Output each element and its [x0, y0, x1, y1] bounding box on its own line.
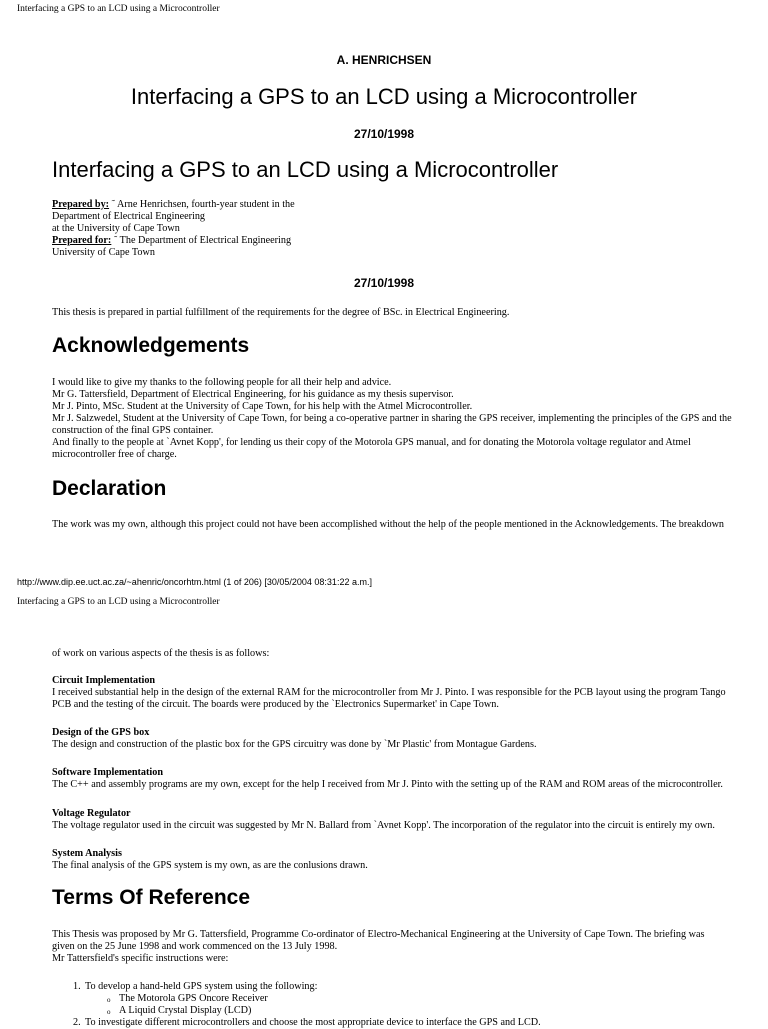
circle-bullet-icon: o [107, 996, 111, 1004]
section-block [52, 848, 732, 872]
tor-paragraph: This Thesis was proposed by Mr G. Tattersfield, Programme Co-ordinator of Electro-Mechanical Engineering at the University of Cape Town. The briefing was given on the 25 June 1998 and work commenced on the 13 July 1998. [52, 929, 705, 952]
terms-of-reference-body [52, 929, 712, 965]
section-text: I received substantial help in the design of the external RAM for the microcontroller from Mr J. Pinto. I was responsible for the PCB layout using the program Tango PCB and the testing of the circuit. The boards were produced by the `Electronics Supermarket' in Cape Town. [52, 687, 726, 710]
author-name: A. HENRICHSEN [336, 53, 432, 67]
document-date: 27/10/1998 [353, 127, 415, 141]
sub-item-text: The Motorola GPS Oncore Receiver [119, 993, 268, 1004]
section-title: Circuit Implementation [52, 675, 156, 686]
list-item-text: To develop a hand-held GPS system using the following: [85, 981, 318, 992]
sub-list-item [107, 1005, 725, 1017]
declaration-text: The work was my own, although this project could not have been accomplished without the help of the people mentioned in the Acknowledgements. The breakdown [52, 519, 725, 530]
title-heading: Interfacing a GPS to an LCD using a Microcontroller [52, 157, 559, 182]
list-item-text: To investigate different microcontrollers and choose the most appropriate device to interface the GPS and LCD. [85, 1017, 541, 1028]
declaration-heading: Declaration [52, 477, 167, 500]
ack-line: Mr G. Tattersfield, Department of Electrical Engineering, for his guidance as my thesis supervisor. [52, 389, 454, 400]
list-item [73, 1017, 725, 1029]
section-title: Software Implementation [52, 767, 164, 778]
section-text: The voltage regulator used in the circuit was suggested by Mr N. Ballard from `Avnet Kopp'. The incorporation of the regulator into the circuit is entirely my own. [52, 820, 715, 831]
list-number: 1. [73, 981, 81, 992]
section-text: The C++ and assembly programs are my own, except for the help I received from Mr J. Pinto with the setting up of the RAM and ROM areas of the microcontroller. [52, 779, 723, 790]
prepared-by-line: Department of Electrical Engineering [52, 211, 206, 222]
ack-line: Mr J. Salzwedel, Student at the University of Cape Town, for being a co-operative partner in sharing the GPS receiver, implementing the principles of the GPS and the construction of the final GPS container. [52, 413, 732, 436]
section-block [52, 675, 732, 711]
sub-item-text: A Liquid Crystal Display (LCD) [119, 1005, 252, 1016]
prepared-for-text: ˜ The Department of Electrical Engineering [111, 235, 292, 246]
terms-of-reference-heading: Terms Of Reference [52, 886, 251, 909]
section-block [52, 727, 732, 751]
running-header: Interfacing a GPS to an LCD using a Microcontroller [17, 597, 220, 607]
instructions-list [73, 981, 725, 1029]
section-title: System Analysis [52, 848, 122, 859]
list-number: 2. [73, 1017, 81, 1028]
ack-line: Mr J. Pinto, MSc. Student at the University of Cape Town, for his help with the Atmel Microcontroller. [52, 401, 473, 412]
section-block [52, 808, 732, 832]
acknowledgements-heading: Acknowledgements [52, 334, 250, 357]
prepared-for-line: University of Cape Town [52, 247, 155, 258]
prepared-by-line: at the University of Cape Town [52, 223, 180, 234]
tor-instructions: Mr Tattersfield's specific instructions were: [52, 953, 229, 964]
ack-line: And finally to the people at `Avnet Kopp', for lending us their copy of the Motorola GPS manual, and for donating the Motorola voltage regulator and Atmel microcontroller free of charge. [52, 437, 691, 460]
thesis-statement: This thesis is prepared in partial fulfillment of the requirements for the degree of BSc. in Electrical Engineering. [52, 307, 510, 318]
section-title: Voltage Regulator [52, 808, 131, 819]
section-title: Design of the GPS box [52, 727, 150, 738]
section-block [52, 767, 732, 791]
prepared-by-text: ˜ Arne Henrichsen, fourth-year student in the [109, 199, 295, 210]
page-footer-url: http://www.dip.ee.uct.ac.za/~ahenric/oncorhtm.html (1 of 206) [30/05/2004 08:31:22 a.m.] [17, 577, 372, 587]
section-text: The design and construction of the plastic box for the GPS circuitry was done by `Mr Plastic' from Montague Gardens. [52, 739, 537, 750]
prepared-by-label: Prepared by: [52, 199, 110, 210]
prepared-for-label: Prepared for: [52, 235, 112, 246]
section-text: The final analysis of the GPS system is my own, as are the conlusions drawn. [52, 860, 368, 871]
document-title: Interfacing a GPS to an LCD using a Microcontroller [130, 84, 638, 109]
circle-bullet-icon: o [107, 1008, 111, 1016]
date-repeat: 27/10/1998 [353, 276, 415, 290]
prepared-block [52, 199, 295, 259]
ack-line: I would like to give my thanks to the following people for all their help and advice. [52, 377, 392, 388]
list-item [73, 981, 725, 993]
continuation-text: of work on various aspects of the thesis is as follows: [52, 648, 270, 659]
sub-list-item [107, 993, 725, 1005]
acknowledgements-body [52, 377, 732, 461]
running-header: Interfacing a GPS to an LCD using a Microcontroller [17, 4, 220, 14]
